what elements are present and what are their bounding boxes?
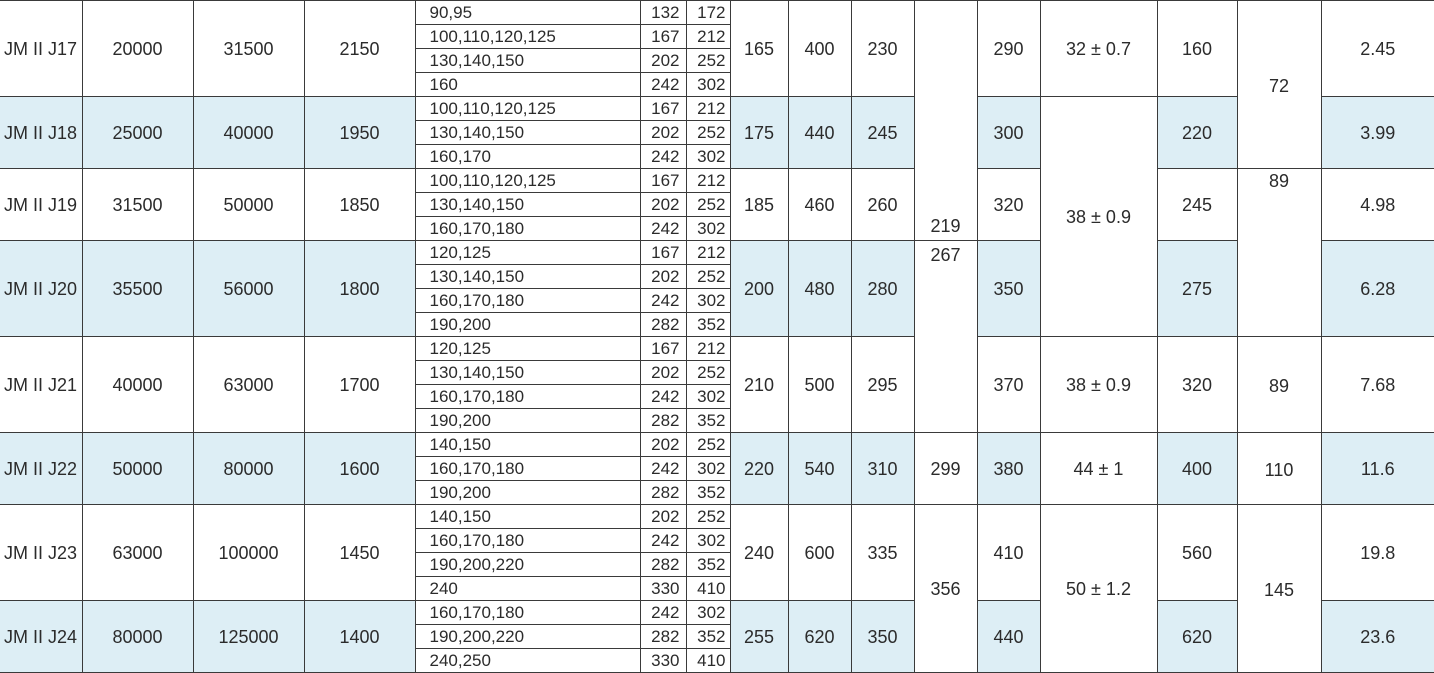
table-row — [0, 1, 1434, 25]
length-l2-cell: 212 — [686, 25, 730, 49]
value-cell-10: 160 — [1157, 1, 1237, 97]
bore-diameters-cell: 130,140,150 — [415, 121, 640, 145]
length-l2-cell: 352 — [686, 481, 730, 505]
merged-value-11: 145 — [1237, 505, 1321, 673]
value-cell-12: 19.8 — [1321, 505, 1434, 601]
bore-diameters-cell: 190,200 — [415, 409, 640, 433]
table-row — [0, 97, 1434, 121]
value-cell-2: 56000 — [193, 241, 304, 337]
length-l2-cell: 302 — [686, 217, 730, 241]
length-l2-cell: 212 — [686, 169, 730, 193]
value-cell-5: 600 — [788, 505, 851, 601]
length-l2-cell: 302 — [686, 145, 730, 169]
bore-diameters-cell: 130,140,150 — [415, 49, 640, 73]
merged-value-11: 110 — [1237, 433, 1321, 505]
value-cell-4: 200 — [730, 241, 788, 337]
model-cell: JM II J22 — [0, 433, 82, 505]
bore-diameters-cell: 100,110,120,125 — [415, 169, 640, 193]
value-cell-10: 245 — [1157, 169, 1237, 241]
length-l1-cell: 202 — [640, 361, 686, 385]
bore-diameters-cell: 240,250 — [415, 649, 640, 673]
value-cell-3: 1950 — [304, 97, 415, 169]
value-cell-5: 440 — [788, 97, 851, 169]
value-cell-5: 500 — [788, 337, 851, 433]
length-l2-cell: 302 — [686, 457, 730, 481]
merged-value-7: 299 — [914, 433, 977, 505]
model-cell: JM II J21 — [0, 337, 82, 433]
bore-diameters-cell: 100,110,120,125 — [415, 25, 640, 49]
value-cell-6: 295 — [851, 337, 914, 433]
table-row — [0, 337, 1434, 361]
model-cell: JM II J19 — [0, 169, 82, 241]
value-cell-12: 7.68 — [1321, 337, 1434, 433]
merged-value-9: 38 ± 0.9 — [1040, 97, 1157, 337]
value-cell-2: 125000 — [193, 601, 304, 673]
merged-value-9: 38 ± 0.9 — [1040, 337, 1157, 433]
value-cell-12: 2.45 — [1321, 1, 1434, 97]
bore-diameters-cell: 130,140,150 — [415, 265, 640, 289]
bore-diameters-cell: 160,170,180 — [415, 289, 640, 313]
value-cell-4: 185 — [730, 169, 788, 241]
bore-diameters-cell: 160,170,180 — [415, 457, 640, 481]
value-cell-10: 220 — [1157, 97, 1237, 169]
table-row — [0, 601, 1434, 625]
merged-value-9: 32 ± 0.7 — [1040, 1, 1157, 97]
value-cell-3: 1800 — [304, 241, 415, 337]
length-l1-cell: 242 — [640, 601, 686, 625]
length-l1-cell: 167 — [640, 25, 686, 49]
bore-diameters-cell: 190,200 — [415, 481, 640, 505]
bore-diameters-cell: 190,200,220 — [415, 553, 640, 577]
value-cell-1: 40000 — [82, 337, 193, 433]
length-l1-cell: 282 — [640, 313, 686, 337]
value-cell-10: 320 — [1157, 337, 1237, 433]
value-cell-8: 370 — [977, 337, 1040, 433]
length-l2-cell: 352 — [686, 313, 730, 337]
value-cell-12: 4.98 — [1321, 169, 1434, 241]
value-cell-8: 290 — [977, 1, 1040, 97]
length-l2-cell: 252 — [686, 361, 730, 385]
length-l2-cell: 212 — [686, 97, 730, 121]
value-cell-4: 210 — [730, 337, 788, 433]
length-l1-cell: 202 — [640, 121, 686, 145]
length-l2-cell: 410 — [686, 649, 730, 673]
length-l2-cell: 252 — [686, 193, 730, 217]
bore-diameters-cell: 160 — [415, 73, 640, 97]
value-cell-5: 540 — [788, 433, 851, 505]
model-cell: JM II J23 — [0, 505, 82, 601]
length-l2-cell: 302 — [686, 73, 730, 97]
length-l1-cell: 132 — [640, 1, 686, 25]
model-cell: JM II J18 — [0, 97, 82, 169]
bore-diameters-cell: 140,150 — [415, 505, 640, 529]
value-cell-4: 220 — [730, 433, 788, 505]
value-cell-1: 50000 — [82, 433, 193, 505]
length-l2-cell: 252 — [686, 433, 730, 457]
value-cell-4: 255 — [730, 601, 788, 673]
length-l1-cell: 242 — [640, 529, 686, 553]
value-cell-1: 20000 — [82, 1, 193, 97]
value-cell-8: 350 — [977, 241, 1040, 337]
length-l2-cell: 212 — [686, 337, 730, 361]
merged-value-9: 50 ± 1.2 — [1040, 505, 1157, 673]
length-l1-cell: 330 — [640, 649, 686, 673]
value-cell-3: 1600 — [304, 433, 415, 505]
table-row — [0, 241, 1434, 265]
value-cell-6: 260 — [851, 169, 914, 241]
value-cell-3: 1450 — [304, 505, 415, 601]
length-l1-cell: 202 — [640, 433, 686, 457]
merged-value-7: 267 — [914, 241, 977, 433]
value-cell-6: 335 — [851, 505, 914, 601]
table-row — [0, 169, 1434, 193]
bore-diameters-cell: 160,170 — [415, 145, 640, 169]
length-l1-cell: 202 — [640, 265, 686, 289]
value-cell-6: 310 — [851, 433, 914, 505]
value-cell-2: 40000 — [193, 97, 304, 169]
value-cell-8: 440 — [977, 601, 1040, 673]
value-cell-4: 175 — [730, 97, 788, 169]
value-cell-6: 230 — [851, 1, 914, 97]
length-l1-cell: 167 — [640, 169, 686, 193]
length-l2-cell: 302 — [686, 289, 730, 313]
value-cell-2: 50000 — [193, 169, 304, 241]
length-l1-cell: 167 — [640, 337, 686, 361]
value-cell-2: 80000 — [193, 433, 304, 505]
value-cell-1: 80000 — [82, 601, 193, 673]
bore-diameters-cell: 120,125 — [415, 241, 640, 265]
length-l1-cell: 242 — [640, 289, 686, 313]
length-l1-cell: 282 — [640, 481, 686, 505]
bore-diameters-cell: 130,140,150 — [415, 361, 640, 385]
value-cell-6: 350 — [851, 601, 914, 673]
value-cell-6: 280 — [851, 241, 914, 337]
length-l2-cell: 252 — [686, 49, 730, 73]
length-l1-cell: 242 — [640, 457, 686, 481]
value-cell-1: 31500 — [82, 169, 193, 241]
table-row — [0, 505, 1434, 529]
length-l1-cell: 282 — [640, 625, 686, 649]
value-cell-5: 460 — [788, 169, 851, 241]
bore-diameters-cell: 130,140,150 — [415, 193, 640, 217]
length-l1-cell: 167 — [640, 241, 686, 265]
value-cell-2: 63000 — [193, 337, 304, 433]
value-cell-3: 1400 — [304, 601, 415, 673]
bore-diameters-cell: 160,170,180 — [415, 529, 640, 553]
model-cell: JM II J17 — [0, 1, 82, 97]
model-cell: JM II J20 — [0, 241, 82, 337]
bore-diameters-cell: 120,125 — [415, 337, 640, 361]
length-l1-cell: 242 — [640, 145, 686, 169]
table-row — [0, 433, 1434, 457]
merged-value-7: 219 — [914, 1, 977, 241]
bore-diameters-cell: 160,170,180 — [415, 217, 640, 241]
bore-diameters-cell: 240 — [415, 577, 640, 601]
length-l2-cell: 352 — [686, 553, 730, 577]
length-l2-cell: 212 — [686, 241, 730, 265]
value-cell-1: 25000 — [82, 97, 193, 169]
length-l1-cell: 330 — [640, 577, 686, 601]
value-cell-5: 480 — [788, 241, 851, 337]
bore-diameters-cell: 190,200,220 — [415, 625, 640, 649]
value-cell-12: 3.99 — [1321, 97, 1434, 169]
value-cell-10: 400 — [1157, 433, 1237, 505]
value-cell-6: 245 — [851, 97, 914, 169]
value-cell-8: 410 — [977, 505, 1040, 601]
value-cell-4: 165 — [730, 1, 788, 97]
length-l1-cell: 242 — [640, 385, 686, 409]
length-l2-cell: 302 — [686, 529, 730, 553]
value-cell-10: 620 — [1157, 601, 1237, 673]
value-cell-3: 1700 — [304, 337, 415, 433]
model-cell: JM II J24 — [0, 601, 82, 673]
value-cell-10: 275 — [1157, 241, 1237, 337]
value-cell-12: 11.6 — [1321, 433, 1434, 505]
value-cell-4: 240 — [730, 505, 788, 601]
length-l1-cell: 167 — [640, 97, 686, 121]
length-l2-cell: 410 — [686, 577, 730, 601]
bore-diameters-cell: 100,110,120,125 — [415, 97, 640, 121]
merged-value-7: 356 — [914, 505, 977, 673]
value-cell-3: 1850 — [304, 169, 415, 241]
merged-value-11: 89 — [1237, 169, 1321, 337]
length-l2-cell: 172 — [686, 1, 730, 25]
length-l1-cell: 202 — [640, 49, 686, 73]
value-cell-2: 100000 — [193, 505, 304, 601]
value-cell-8: 320 — [977, 169, 1040, 241]
length-l1-cell: 202 — [640, 505, 686, 529]
length-l2-cell: 302 — [686, 601, 730, 625]
bore-diameters-cell: 90,95 — [415, 1, 640, 25]
length-l2-cell: 352 — [686, 625, 730, 649]
bore-diameters-cell: 160,170,180 — [415, 385, 640, 409]
value-cell-1: 35500 — [82, 241, 193, 337]
value-cell-1: 63000 — [82, 505, 193, 601]
value-cell-2: 31500 — [193, 1, 304, 97]
length-l1-cell: 242 — [640, 73, 686, 97]
length-l2-cell: 302 — [686, 385, 730, 409]
merged-value-11: 72 — [1237, 1, 1321, 169]
length-l2-cell: 352 — [686, 409, 730, 433]
value-cell-12: 23.6 — [1321, 601, 1434, 673]
value-cell-8: 380 — [977, 433, 1040, 505]
bore-diameters-cell: 190,200 — [415, 313, 640, 337]
value-cell-5: 620 — [788, 601, 851, 673]
value-cell-3: 2150 — [304, 1, 415, 97]
value-cell-8: 300 — [977, 97, 1040, 169]
length-l2-cell: 252 — [686, 265, 730, 289]
length-l2-cell: 252 — [686, 121, 730, 145]
bore-diameters-cell: 160,170,180 — [415, 601, 640, 625]
value-cell-10: 560 — [1157, 505, 1237, 601]
length-l1-cell: 282 — [640, 409, 686, 433]
length-l2-cell: 252 — [686, 505, 730, 529]
length-l1-cell: 282 — [640, 553, 686, 577]
length-l1-cell: 202 — [640, 193, 686, 217]
merged-value-11: 89 — [1237, 337, 1321, 433]
bore-diameters-cell: 140,150 — [415, 433, 640, 457]
length-l1-cell: 242 — [640, 217, 686, 241]
value-cell-5: 400 — [788, 1, 851, 97]
value-cell-12: 6.28 — [1321, 241, 1434, 337]
merged-value-9: 44 ± 1 — [1040, 433, 1157, 505]
